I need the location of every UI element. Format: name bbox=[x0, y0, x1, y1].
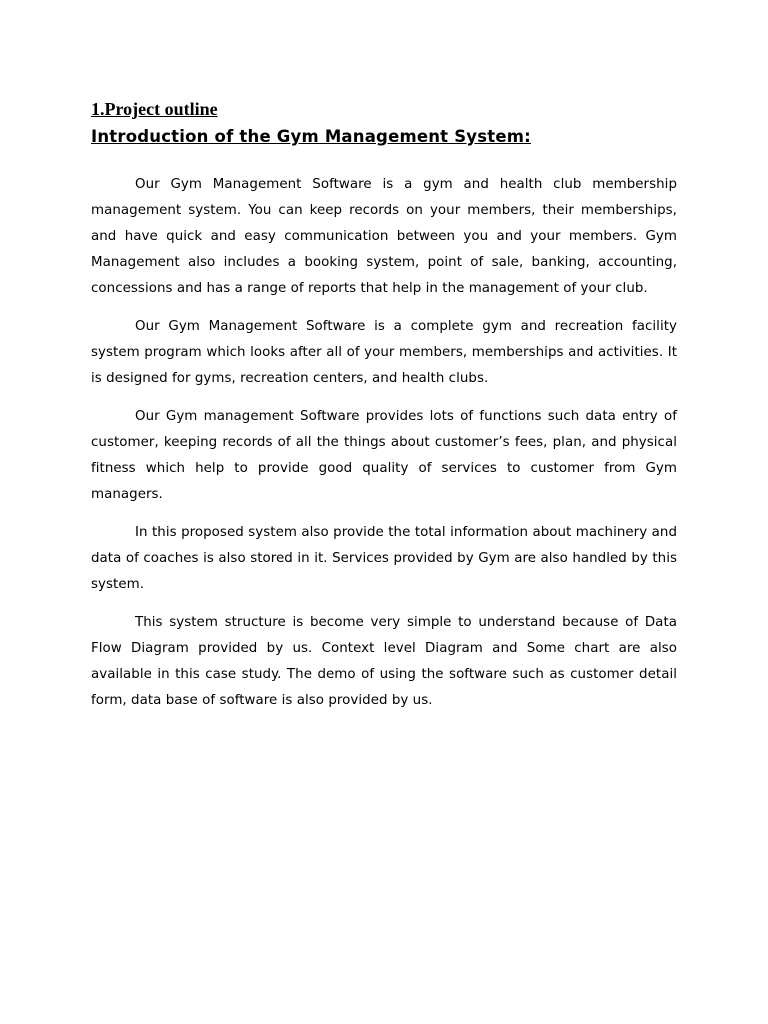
paragraph-3: Our Gym management Software provides lots of functions such data entry of customer, keeping records of all the things about customer’s fees, plan, and physical fitness which help to provide good quality of services to customer from Gym managers. bbox=[91, 409, 677, 502]
section-heading: 1.Project outline bbox=[91, 99, 218, 119]
document-subtitle: Introduction of the Gym Management System: bbox=[91, 127, 531, 146]
document-content bbox=[91, 98, 677, 726]
paragraph-2: Our Gym Management Software is a complete gym and recreation facility system program which looks after all of your members, memberships and activities. It is designed for gyms, recreation centers, and health clubs. bbox=[91, 319, 677, 386]
body-text bbox=[91, 172, 677, 714]
paragraph-1: Our Gym Management Software is a gym and health club membership management system. You can keep records on your members, their memberships, and have quick and easy communication between you and your members. Gym Management also includes a booking system, point of sale, banking, accounting, concessions and has a range of reports that help in the management of your club. bbox=[91, 177, 677, 296]
paragraph-4: In this proposed system also provide the total information about machinery and data of coaches is also stored in it. Services provided by Gym are also handled by this system. bbox=[91, 525, 677, 592]
paragraph-5: This system structure is become very simple to understand because of Data Flow Diagram provided by us. Context level Diagram and Some chart are also available in this case study. The demo of using the software such as customer detail form, data base of software is also provided by us. bbox=[91, 615, 677, 708]
